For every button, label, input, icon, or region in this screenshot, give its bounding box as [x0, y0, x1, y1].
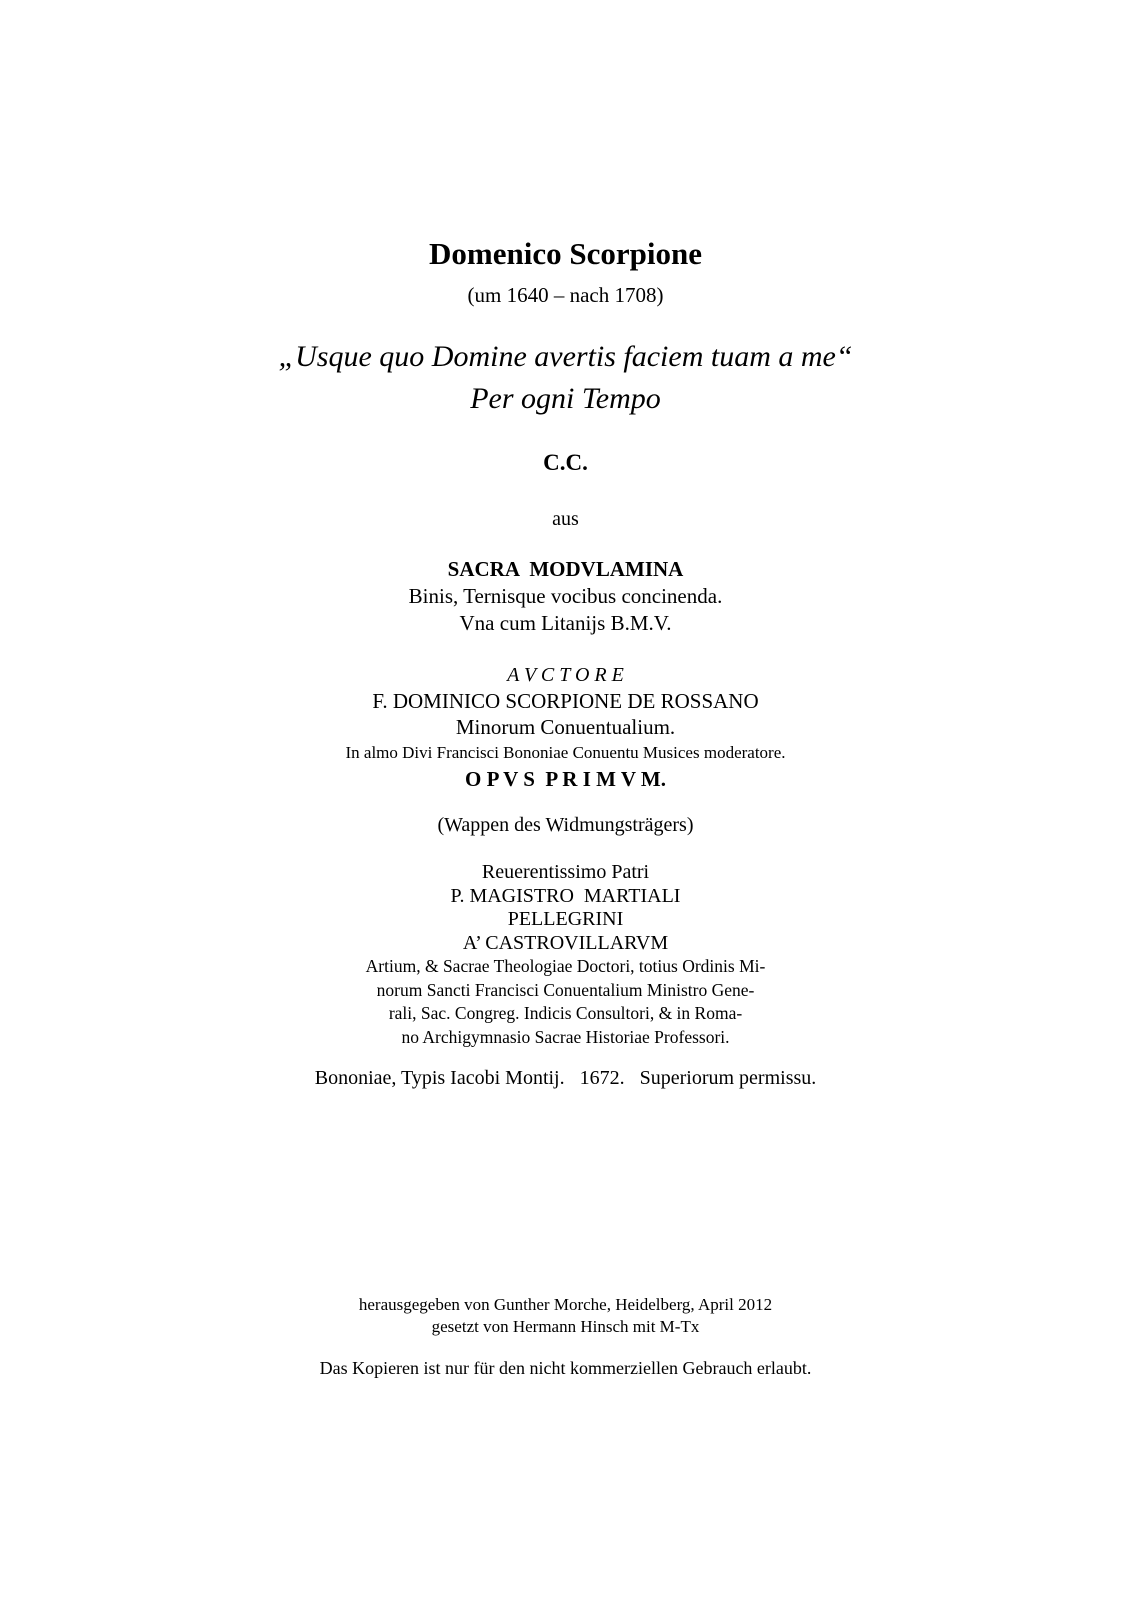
composer-dates: (um 1640 – nach 1708) [467, 283, 664, 307]
from-label: aus [552, 508, 579, 530]
dedication-line-3: PELLEGRINI [507, 908, 624, 930]
work-title-quote: „Usque quo Domine avertis faciem tuam a me“ [278, 340, 853, 373]
edition-typeset-line: gesetzt von Hermann Hinsch mit M-Tx [431, 1317, 700, 1336]
edition-block [0, 1294, 1131, 1338]
author-position: In almo Divi Francisci Bononiae Conuentu Musices moderatore. [345, 743, 786, 762]
auctore-label: A V C T O R E [507, 664, 624, 686]
dedication-line-7: rali, Sac. Congreg. Indicis Consultori, & in Roma- [388, 1003, 743, 1023]
dedication-block [0, 861, 1131, 1049]
copyright-notice: Das Kopieren ist nur für den nicht kommerziellen Gebrauch erlaubt. [319, 1358, 812, 1378]
dedication-line-5: Artium, & Sacrae Theologiae Doctori, totius Ordinis Mi- [365, 956, 766, 976]
opus-label: O P V S P R I M V M. [465, 767, 666, 791]
dedication-line-4: A’ CASTROVILLARVM [462, 931, 669, 954]
collection-title: SACRA MODVLAMINA [447, 557, 684, 581]
author-name: F. DOMINICO SCORPIONE DE ROSSANO [372, 689, 759, 713]
author-block [0, 662, 1131, 792]
collection-block [0, 556, 1131, 637]
author-order: Minorum Conuentualium. [455, 715, 676, 739]
edition-editor-line: herausgegeben von Gunther Morche, Heidelberg, April 2012 [358, 1295, 773, 1314]
collection-subtitle-2: Vna cum Litanijs B.M.V. [459, 611, 672, 635]
dedication-line-8: no Archigymnasio Sacrae Historiae Professori. [401, 1026, 730, 1047]
voice-designation: C.C. [543, 450, 588, 475]
dedication-line-1: Reuerentissimo Patri [481, 861, 650, 883]
dedication-line-2: P. MAGISTRO MARTIALI [450, 884, 681, 907]
work-subtitle: Per ogni Tempo [470, 382, 661, 415]
dedication-line-6: norum Sancti Francisci Conuentalium Ministro Gene- [376, 979, 755, 1000]
composer-name: Domenico Scorpione [429, 236, 702, 271]
work-title-block [0, 336, 1131, 420]
collection-subtitle-1: Binis, Ternisque vocibus concinenda. [408, 584, 723, 608]
coat-of-arms-note: (Wappen des Widmungsträgers) [437, 814, 694, 836]
imprint-line: Bononiae, Typis Iacobi Montij. 1672. Superiorum permissu. [314, 1067, 817, 1089]
